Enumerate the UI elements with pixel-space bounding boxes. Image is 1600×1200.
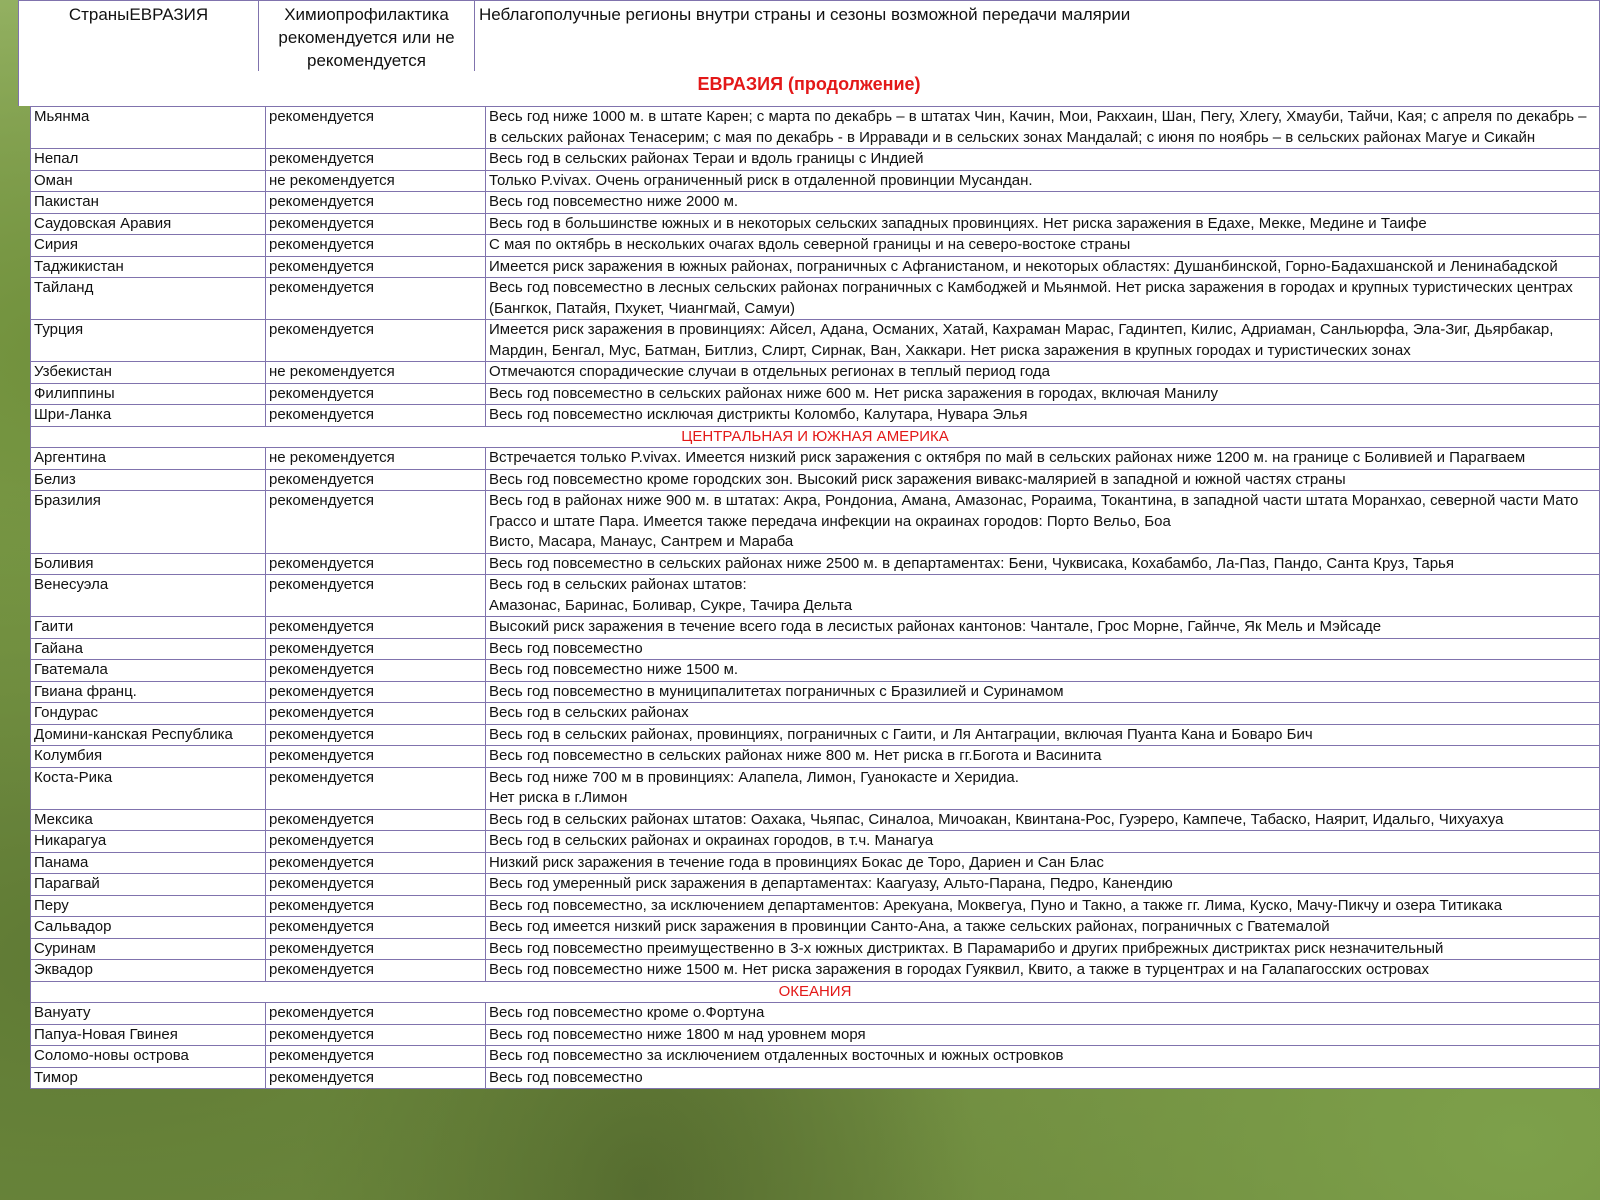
prophylaxis-cell: рекомендуется (266, 235, 486, 257)
table-row (31, 767, 1600, 809)
country-cell: Боливия (31, 553, 266, 575)
prophylaxis-cell: рекомендуется (266, 1003, 486, 1025)
table-row (31, 831, 1600, 853)
regions-cell: Встречается только P.vivax. Имеется низкий риск заражения с октября по май в сельских районах ниже 1200 м. на границе с Боливией и Парагваем (486, 448, 1600, 470)
table-row (31, 703, 1600, 725)
table-row (31, 170, 1600, 192)
country-cell: Коста-Рика (31, 767, 266, 809)
prophylaxis-cell: рекомендуется (266, 1046, 486, 1068)
regions-cell: Отмечаются спорадические случаи в отдельных регионах в теплый период года (486, 362, 1600, 384)
regions-cell: Имеется риск заражения в провинциях: Айсел, Адана, Османих, Хатай, Кахраман Марас, Гадинтеп, Килис, Адриаман, Санльюрфа, Эла-Зиг, Дьярбакар, Мардин, Бенгал, Мус, Батман, Битлиз, Слирт, Сирнак, Ван, Хаккари. Нет риска заражения в крупных городах и туристических зонах (486, 320, 1600, 362)
prophylaxis-cell: рекомендуется (266, 681, 486, 703)
regions-cell: Весь год в сельских районах штатов: Оахака, Чьяпас, Синалоа, Мичоакан, Квинтана-Рос, Гуэреро, Кампече, Табаско, Наярит, Идальго, Чихуахуа (486, 809, 1600, 831)
regions-cell: Весь год в большинстве южных и в некоторых сельских западных провинциях. Нет риска заражения в Едахе, Мекке, Медине и Таифе (486, 213, 1600, 235)
regions-cell: Весь год повсеместно кроме о.Фортуна (486, 1003, 1600, 1025)
prophylaxis-cell: рекомендуется (266, 192, 486, 214)
prophylaxis-cell: рекомендуется (266, 405, 486, 427)
prophylaxis-cell: рекомендуется (266, 938, 486, 960)
table-row (31, 235, 1600, 257)
regions-cell: Весь год повсеместно ниже 1500 м. (486, 660, 1600, 682)
prophylaxis-cell: не рекомендуется (266, 362, 486, 384)
country-cell: Гайана (31, 638, 266, 660)
prophylaxis-cell: рекомендуется (266, 320, 486, 362)
table-row (31, 1003, 1600, 1025)
table-row (31, 617, 1600, 639)
regions-cell: Весь год в сельских районах Тераи и вдоль границы с Индией (486, 149, 1600, 171)
table-row (31, 383, 1600, 405)
countries-table (30, 106, 1600, 1089)
country-cell: Папуа-Новая Гвинея (31, 1024, 266, 1046)
country-cell: Непал (31, 149, 266, 171)
prophylaxis-cell: рекомендуется (266, 491, 486, 554)
header-table (18, 0, 1600, 75)
regions-cell: Весь год в сельских районах и окраинах городов, в т.ч. Манагуа (486, 831, 1600, 853)
regions-cell: Весь год повсеместно ниже 1800 м над уровнем моря (486, 1024, 1600, 1046)
section-header: ОКЕАНИЯ (31, 981, 1600, 1003)
regions-cell: Весь год повсеместно преимущественно в 3-х южных дистриктах. В Парамарибо и других прибрежных дистриктах риск незначительный (486, 938, 1600, 960)
regions-cell: Весь год в сельских районах (486, 703, 1600, 725)
prophylaxis-cell: рекомендуется (266, 917, 486, 939)
table-row (31, 746, 1600, 768)
prophylaxis-cell: рекомендуется (266, 256, 486, 278)
prophylaxis-cell: рекомендуется (266, 575, 486, 617)
prophylaxis-cell: рекомендуется (266, 213, 486, 235)
prophylaxis-cell: рекомендуется (266, 809, 486, 831)
regions-cell: Имеется риск заражения в южных районах, пограничных с Афганистаном, и некоторых областях: Душанбинской, Горно-Бадахшанской и Ленинабадской (486, 256, 1600, 278)
country-cell: Тимор (31, 1067, 266, 1089)
country-cell: Гватемала (31, 660, 266, 682)
country-cell: Тайланд (31, 278, 266, 320)
table-row (31, 895, 1600, 917)
table-row (31, 213, 1600, 235)
table-row (31, 192, 1600, 214)
table-row (31, 491, 1600, 554)
table-row (31, 874, 1600, 896)
country-cell: Гаити (31, 617, 266, 639)
regions-cell: Весь год повсеместно ниже 2000 м. (486, 192, 1600, 214)
country-cell: Никарагуа (31, 831, 266, 853)
regions-cell: Весь год повсеместно в муниципалитетах пограничных с Бразилией и Суринамом (486, 681, 1600, 703)
country-cell: Мьянма (31, 107, 266, 149)
regions-cell: Весь год повсеместно в сельских районах ниже 2500 м. в департаментах: Бени, Чуквисака, Кохабамбо, Ла-Паз, Пандо, Санта Круз, Тарья (486, 553, 1600, 575)
country-cell: Таджикистан (31, 256, 266, 278)
regions-cell: Весь год повсеместно в лесных сельских районах пограничных с Камбоджей и Мьянмой. Нет риска заражения в городах и крупных туристических центрах (Бангкок, Патайя, Пхукет, Чиангмай, Самуи) (486, 278, 1600, 320)
country-cell: Саудовская Аравия (31, 213, 266, 235)
table-row (31, 256, 1600, 278)
prophylaxis-cell: рекомендуется (266, 1024, 486, 1046)
country-cell: Соломо-новы острова (31, 1046, 266, 1068)
country-cell: Бразилия (31, 491, 266, 554)
regions-cell: Весь год в сельских районах штатов: Амазонас, Баринас, Боливар, Сукре, Тачира Дельта (486, 575, 1600, 617)
country-cell: Колумбия (31, 746, 266, 768)
regions-cell: Весь год в сельских районах, провинциях, пограничных с Гаити, и Ля Антаграции, включая Пуанта Кана и Боваро Бич (486, 724, 1600, 746)
country-cell: Перу (31, 895, 266, 917)
country-cell: Парагвай (31, 874, 266, 896)
table-row (31, 917, 1600, 939)
country-cell: Венесуэла (31, 575, 266, 617)
table-row (31, 852, 1600, 874)
table-row (31, 938, 1600, 960)
table-row (31, 575, 1600, 617)
prophylaxis-cell: рекомендуется (266, 107, 486, 149)
prophylaxis-cell: рекомендуется (266, 874, 486, 896)
header-regions: Неблагополучные регионы внутри страны и сезоны возможной передачи малярии (475, 1, 1600, 75)
prophylaxis-cell: рекомендуется (266, 831, 486, 853)
table-row (31, 1067, 1600, 1089)
table-row (31, 960, 1600, 982)
country-cell: Суринам (31, 938, 266, 960)
prophylaxis-cell: рекомендуется (266, 383, 486, 405)
prophylaxis-cell: рекомендуется (266, 660, 486, 682)
regions-cell: Высокий риск заражения в течение всего года в лесистых районах кантонов: Чантале, Грос Морне, Гайнче, Як Мель и Мэйсаде (486, 617, 1600, 639)
country-cell: Мексика (31, 809, 266, 831)
regions-cell: Весь год повсеместно, за исключением департаментов: Арекуана, Моквегуа, Пуно и Такно, а также гг. Лима, Куско, Мачу-Пикчу и озера Титикака (486, 895, 1600, 917)
country-cell: Филиппины (31, 383, 266, 405)
table-row (31, 362, 1600, 384)
prophylaxis-cell: рекомендуется (266, 617, 486, 639)
regions-cell: Весь год умеренный риск заражения в департаментах: Каагуазу, Альто-Парана, Педро, Канендию (486, 874, 1600, 896)
regions-cell: Весь год ниже 1000 м. в штате Карен; с марта по декабрь – в штатах Чин, Качин, Мои, Ракхаин, Шан, Пегу, Хлегу, Хмауби, Тайчи, Кая; с апреля по декабрь – в сельских районах Тенасерим; с мая по декабрь - в Ирравади и в сельских зонах Мандалай; с июня по ноябрь – в сельских районах Магуе и Сикайн (486, 107, 1600, 149)
regions-cell: Только P.vivax. Очень ограниченный риск в отдаленной провинции Мусандан. (486, 170, 1600, 192)
country-cell: Сальвадор (31, 917, 266, 939)
regions-cell: Весь год повсеместно за исключением отдаленных восточных и южных островков (486, 1046, 1600, 1068)
prophylaxis-cell: рекомендуется (266, 638, 486, 660)
prophylaxis-cell: рекомендуется (266, 469, 486, 491)
prophylaxis-cell: не рекомендуется (266, 448, 486, 470)
country-cell: Турция (31, 320, 266, 362)
country-cell: Оман (31, 170, 266, 192)
section-title-eurasia: ЕВРАЗИЯ (продолжение) (18, 71, 1600, 106)
table-row (31, 149, 1600, 171)
regions-cell: Весь год повсеместно (486, 1067, 1600, 1089)
regions-cell: С мая по октябрь в нескольких очагах вдоль северной границы и на северо-востоке страны (486, 235, 1600, 257)
country-cell: Домини-канская Республика (31, 724, 266, 746)
country-cell: Вануату (31, 1003, 266, 1025)
prophylaxis-cell: рекомендуется (266, 895, 486, 917)
regions-cell: Весь год повсеместно исключая дистрикты Коломбо, Калутара, Нувара Элья (486, 405, 1600, 427)
country-cell: Белиз (31, 469, 266, 491)
prophylaxis-cell: рекомендуется (266, 724, 486, 746)
header-prophylaxis: Химиопрофилактика рекомендуется или не рекомендуется (259, 1, 475, 75)
prophylaxis-cell: рекомендуется (266, 746, 486, 768)
table-row (31, 469, 1600, 491)
table-row (31, 638, 1600, 660)
header-country: СтраныЕВРАЗИЯ (19, 1, 259, 75)
regions-cell: Весь год ниже 700 м в провинциях: Алапела, Лимон, Гуанокасте и Херидиа. Нет риска в г.Лимон (486, 767, 1600, 809)
regions-cell: Весь год повсеместно ниже 1500 м. Нет риска заражения в городах Гуяквил, Квито, а также в турцентрах и на Галапагосских островах (486, 960, 1600, 982)
table-row (31, 1046, 1600, 1068)
table-row (31, 553, 1600, 575)
table-row (31, 681, 1600, 703)
prophylaxis-cell: рекомендуется (266, 1067, 486, 1089)
country-cell: Шри-Ланка (31, 405, 266, 427)
table-row (31, 660, 1600, 682)
country-cell: Эквадор (31, 960, 266, 982)
prophylaxis-cell: рекомендуется (266, 703, 486, 725)
prophylaxis-cell: рекомендуется (266, 960, 486, 982)
country-cell: Сирия (31, 235, 266, 257)
regions-cell: Весь год в районах ниже 900 м. в штатах: Акра, Рондониа, Амана, Амазонас, Рораима, Токантина, в западной части штата Моранхао, северной части Мато Грассо и штате Пара. Имеется также передача инфекции на окраинах городов: Порто Вельо, Боа Висто, Масара, Манаус, Сантрем и Мараба (486, 491, 1600, 554)
country-cell: Гондурас (31, 703, 266, 725)
section-header-row (31, 981, 1600, 1003)
table-row (31, 448, 1600, 470)
prophylaxis-cell: рекомендуется (266, 767, 486, 809)
prophylaxis-cell: рекомендуется (266, 278, 486, 320)
table-row (31, 278, 1600, 320)
section-header-row (31, 426, 1600, 448)
regions-cell: Весь год повсеместно в сельских районах ниже 800 м. Нет риска в гг.Богота и Васинита (486, 746, 1600, 768)
table-row (31, 809, 1600, 831)
country-cell: Узбекистан (31, 362, 266, 384)
prophylaxis-cell: рекомендуется (266, 553, 486, 575)
regions-cell: Весь год повсеместно в сельских районах ниже 600 м. Нет риска заражения в городах, включая Манилу (486, 383, 1600, 405)
prophylaxis-cell: рекомендуется (266, 852, 486, 874)
country-cell: Панама (31, 852, 266, 874)
table-row (31, 107, 1600, 149)
regions-cell: Низкий риск заражения в течение года в провинциях Бокас де Торо, Дариен и Сан Блас (486, 852, 1600, 874)
table-row (31, 1024, 1600, 1046)
regions-cell: Весь год имеется низкий риск заражения в провинции Санто-Ана, а также сельских районах, пограничных с Гватемалой (486, 917, 1600, 939)
country-cell: Пакистан (31, 192, 266, 214)
table-row (31, 320, 1600, 362)
header-row (19, 1, 1600, 75)
regions-cell: Весь год повсеместно кроме городских зон. Высокий риск заражения вивакс-малярией в западной и южной частях страны (486, 469, 1600, 491)
prophylaxis-cell: рекомендуется (266, 149, 486, 171)
table-row (31, 724, 1600, 746)
section-header: ЦЕНТРАЛЬНАЯ И ЮЖНАЯ АМЕРИКА (31, 426, 1600, 448)
country-cell: Аргентина (31, 448, 266, 470)
table-row (31, 405, 1600, 427)
regions-cell: Весь год повсеместно (486, 638, 1600, 660)
country-cell: Гвиана франц. (31, 681, 266, 703)
prophylaxis-cell: не рекомендуется (266, 170, 486, 192)
